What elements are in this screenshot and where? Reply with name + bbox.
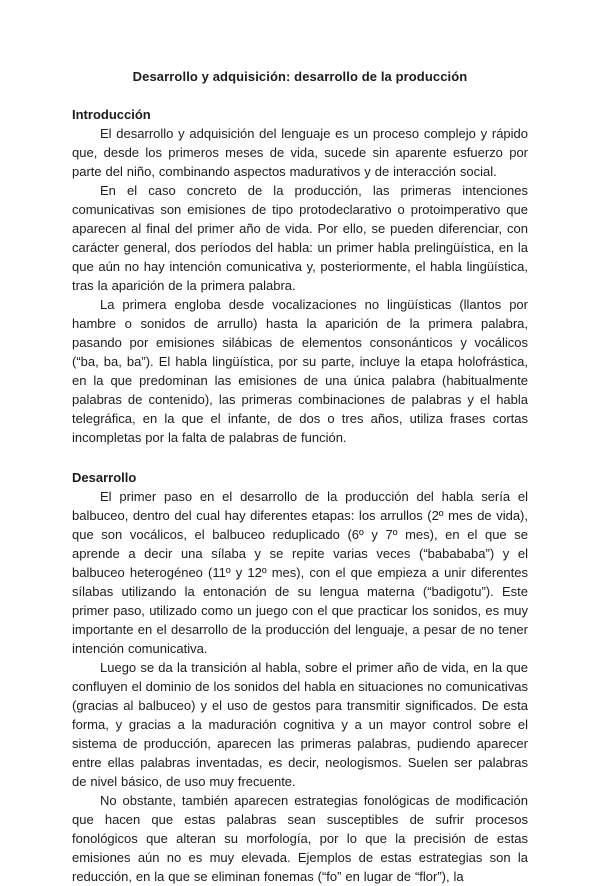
paragraph-desarrollo-3: No obstante, también aparecen estrategias fonológicas de modificación que hacen que estas palabras sean susceptibles de sufrir procesos fonológicos que alteran su morfología, por lo que la precisión de estas emisiones aún no es muy elevada. Ejemplos de estas estrategias son la reducción, en la que se eliminan fonemas (“fo” en lugar de “flor”), la: [72, 793, 528, 884]
paragraph-desarrollo-2: Luego se da la transición al habla, sobre el primer año de vida, en la que confluyen el dominio de los sonidos del habla en situaciones no comunicativas (gracias al balbuceo) y el uso de gestos para transmitir significados. De esta forma, y gracias a la maduración cognitiva y a un mayor control sobre el sistema de producción, aparecen las primeras palabras, pudiendo aparecer entre ellas palabras inventadas, es decir, neologismos. Suelen ser palabras de nivel básico, de uso muy frecuente.: [72, 660, 528, 789]
paragraph-desarrollo-1: El primer paso en el desarrollo de la producción del habla sería el balbuceo, dentro del cual hay diferentes etapas: los arrullos (2º mes de vida), que son vocálicos, el balbuceo reduplicado (6º y 7º mes), en el que se aprende a decir una sílaba y se repite varias veces (“babababa”) y el balbuceo heterogéneo (11º y 12º mes), con el que empieza a unir diferentes sílabas utilizando la entonación de su lengua materna (“badigotu”). Este primer paso, utilizado como un juego con el que practicar los sonidos, es muy importante en el desarrollo de la producción del lenguaje, a pesar de no tener intención comunicativa.: [72, 489, 528, 656]
paragraph-introduccion-2: En el caso concreto de la producción, las primeras intenciones comunicativas son emisiones de tipo protodeclarativo o protoimperativo que aparecen al final del primer año de vida. Por ello, se pueden diferenciar, con carácter general, dos períodos del habla: un primer habla prelingüística, en la que aún no hay intención comunicativa y, posteriormente, el habla lingüística, tras la aparición de la primera palabra.: [72, 183, 528, 293]
section-heading-introduccion: Introducción: [72, 107, 151, 122]
paragraph-introduccion-1: El desarrollo y adquisición del lenguaje es un proceso complejo y rápido que, desde los primeros meses de vida, sucede sin aparente esfuerzo por parte del niño, combinando aspectos madurativos y de interacción social.: [72, 126, 528, 179]
paragraph-introduccion-3: La primera engloba desde vocalizaciones no lingüísticas (llantos por hambre o sonidos de arrullo) hasta la aparición de la primera palabra, pasando por emisiones silábicas de elementos consonánticos y vocálicos (“ba, ba, ba”). El habla lingüística, por su parte, incluye la etapa holofrástica, en la que predominan las emisiones de una única palabra (habitualmente palabras de contenido), las primeras combinaciones de palabras y el habla telegráfica, en la que el infante, de dos o tres años, utiliza frases cortas incompletas por la falta de palabras de función.: [72, 297, 528, 445]
section-heading-desarrollo: Desarrollo: [72, 470, 137, 485]
document-title: Desarrollo y adquisición: desarrollo de la producción: [132, 69, 468, 84]
